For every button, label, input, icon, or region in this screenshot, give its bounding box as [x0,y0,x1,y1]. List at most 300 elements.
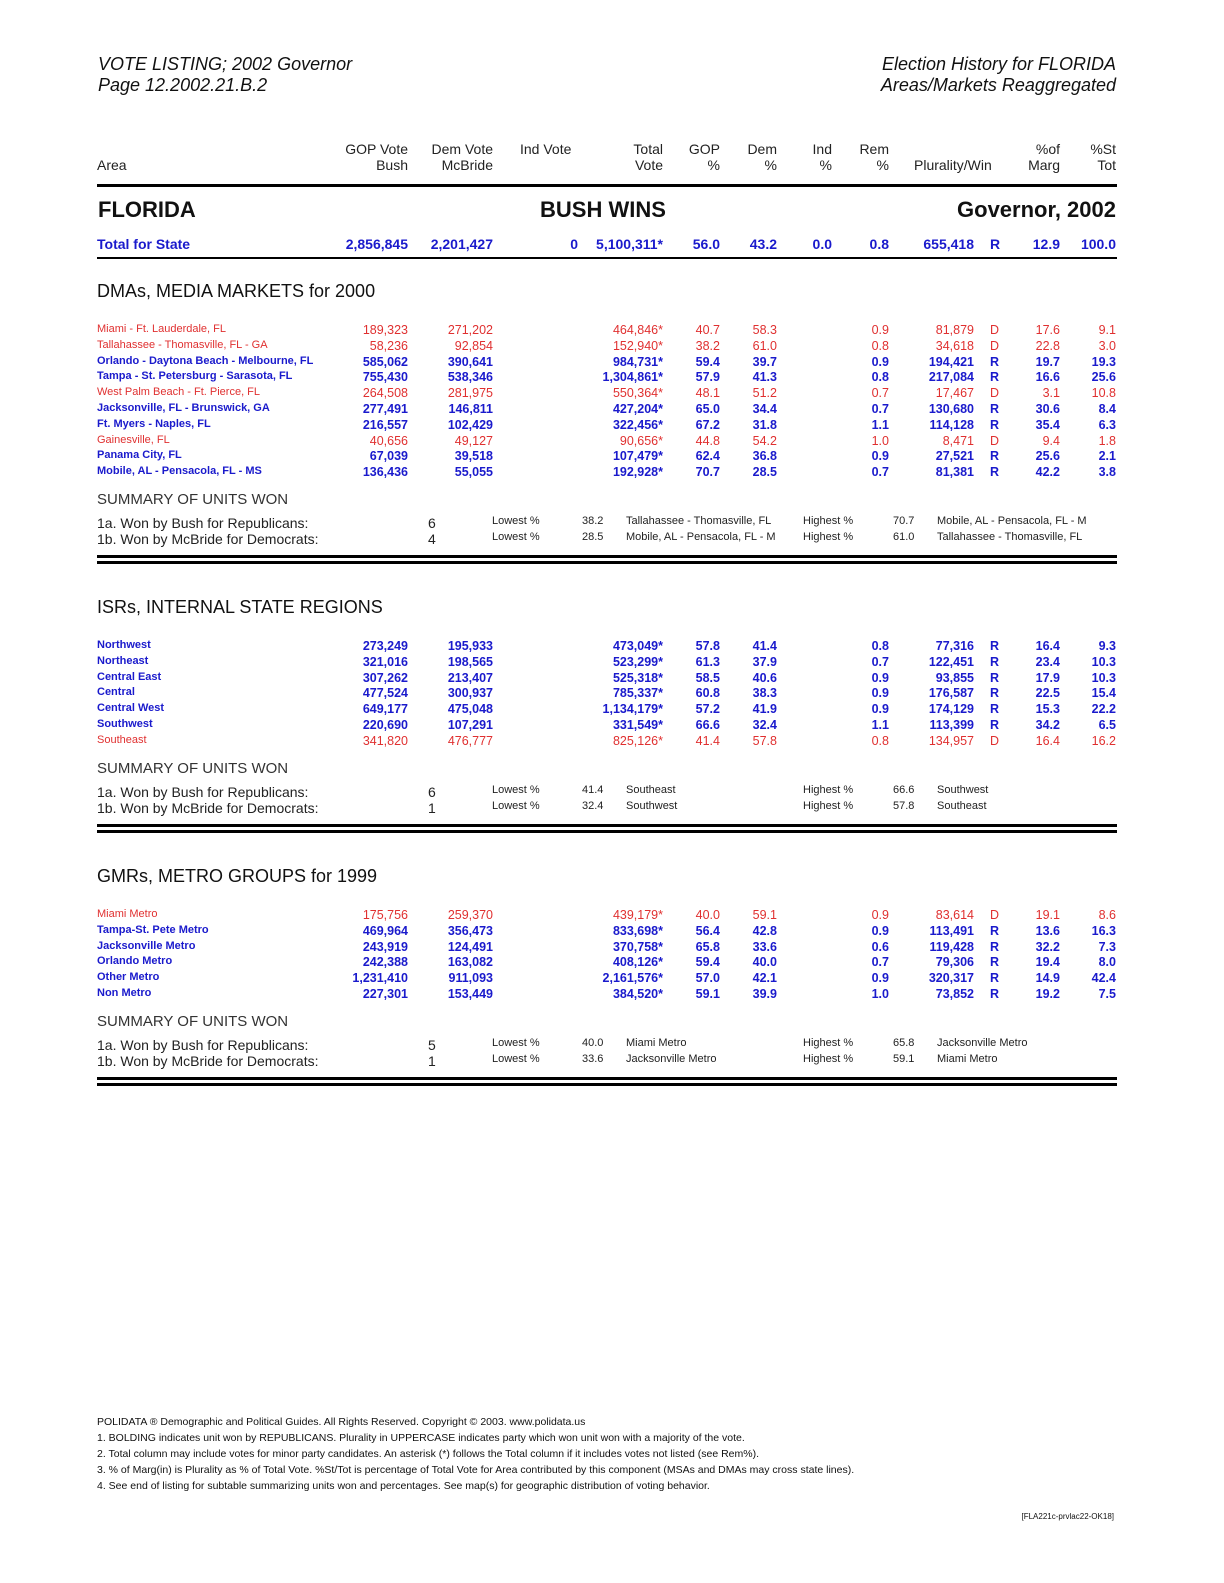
gop-vote: 307,262 [362,670,408,685]
summary-lowest-unit: Mobile, AL - Pensacola, FL - M [626,531,776,543]
dem-vote: 146,811 [448,402,493,416]
total-vote: 408,126* [612,955,663,970]
total-vote: 833,698* [612,923,663,938]
winner-party: R [990,670,1000,685]
table-row [0,465,1224,481]
state-pct: 1.8 [1098,433,1116,448]
margin-pct: 13.6 [1035,923,1060,938]
area-name: Northwest [97,639,151,651]
gop-vote: 189,323 [362,323,408,337]
dem-pct: 58.3 [752,323,777,337]
summary-highest-value: 61.0 [893,531,915,543]
dem-pct: 41.3 [752,370,777,385]
total-area-label: Total for State [97,236,191,252]
section-rule [97,1083,1117,1086]
gop-pct: 57.2 [695,702,720,717]
col-header-gop-vote: GOP Vote Bush [345,141,408,173]
state-pct: 9.1 [1098,323,1116,337]
plurality: 176,587 [928,686,974,701]
total-vote: 5,100,311* [596,236,663,252]
table-row [0,339,1224,355]
gop-pct: 56.4 [695,923,720,938]
gop-vote: 585,062 [362,354,408,369]
table-row [0,449,1224,465]
table-row [0,434,1224,450]
dem-vote: 102,429 [447,417,493,432]
dem-vote: 213,407 [447,670,493,685]
rem-pct: 0.9 [871,670,889,685]
total-vote: 427,204* [612,402,663,416]
total-vote: 107,479* [612,449,663,464]
plurality: 130,680 [928,402,974,416]
plurality: 320,317 [928,971,974,986]
table-row [0,639,1224,655]
section-rule [97,555,1117,558]
winner-party: R [990,971,1000,986]
summary-label: 1a. Won by Bush for Republicans: [97,515,309,531]
summary-count: 5 [428,1036,436,1053]
plurality: 79,306 [935,955,974,970]
plurality: 114,128 [929,417,974,432]
gop-vote: 136,436 [362,465,408,480]
area-name: Northeast [97,654,149,667]
margin-pct: 19.7 [1035,354,1060,369]
winner-party: R [990,923,1000,938]
summary-lowest-label: Lowest % [492,531,540,543]
col-header-st-tot: %St Tot [1090,141,1116,173]
margin-pct: 30.6 [1035,402,1060,416]
summary-count: 6 [428,783,436,800]
margin-pct: 9.4 [1042,433,1060,448]
dem-pct: 54.2 [752,433,777,448]
margin-pct: 17.6 [1035,323,1060,337]
state-pct: 8.4 [1098,402,1116,416]
gop-pct: 57.0 [695,971,720,986]
summary-highest-unit: Jacksonville Metro [937,1036,1028,1049]
state-pct: 3.0 [1098,338,1116,353]
total-vote: 785,337* [612,686,663,701]
table-row [0,924,1224,940]
dem-vote: 300,937 [447,686,493,701]
col-header-ind-vote: Ind Vote [520,141,572,157]
total-gop-pct: 56.0 [692,236,720,252]
summary-lowest-label: Lowest % [492,1036,540,1049]
plurality: 34,618 [935,338,974,353]
dem-pct: 61.0 [752,338,777,353]
rem-pct: 0.9 [871,971,889,986]
winner-party: R [990,939,1000,954]
dem-pct: 34.4 [752,402,777,416]
dem-pct: 39.7 [752,354,777,369]
rem-pct: 0.8 [871,639,889,653]
winner-party: D [990,338,1000,353]
table-row [0,734,1224,750]
winner-party: R [990,686,1000,701]
state-pct: 8.6 [1098,908,1116,922]
table-row [0,940,1224,956]
rem-pct: 1.0 [871,987,889,1001]
plurality: 194,421 [928,354,974,369]
gop-vote: 477,524 [362,686,408,701]
summary-lowest-label: Lowest % [492,799,540,812]
col-header-ind-pct: Ind % [812,141,832,173]
rem-pct: 0.9 [871,354,889,369]
area-name: Non Metro [97,987,152,999]
state-pct: 16.3 [1091,923,1116,938]
total-vote: 2,161,576* [602,971,663,986]
history-title: Election History for FLORIDA [881,54,1116,74]
winner-party: R [990,417,1000,432]
area-name: Southeast [97,733,147,746]
winner-party: D [990,908,1000,922]
dem-pct: 40.6 [752,670,777,685]
summary-lowest-value: 41.4 [582,783,604,796]
dem-vote: 538,346 [447,370,493,385]
gop-vote: 341,820 [362,733,408,748]
plurality: 113,491 [929,923,974,938]
area-name: Jacksonville Metro [97,939,196,952]
dem-vote: 390,641 [447,354,493,369]
summary-highest-label: Highest % [803,1036,854,1049]
dem-pct: 39.9 [752,987,777,1001]
total-vote: 152,940* [612,338,663,353]
rem-pct: 0.9 [871,908,889,922]
section-title: GMRs, METRO GROUPS for 1999 [97,866,378,886]
winner-party: D [990,433,1000,448]
dem-pct: 59.1 [752,908,777,922]
dem-vote: 49,127 [454,433,493,448]
gop-pct: 70.7 [695,465,720,480]
gop-vote: 264,508 [362,386,408,401]
dem-pct: 51.2 [752,386,777,401]
gop-pct: 48.1 [695,386,720,401]
margin-pct: 19.2 [1035,987,1060,1001]
total-vote: 322,456* [612,417,663,432]
dem-pct: 32.4 [752,718,777,732]
gop-pct: 60.8 [695,686,720,701]
table-row [0,955,1224,971]
rem-pct: 0.8 [871,370,889,385]
footer-line: 4. See end of listing for subtable summarizing units won and percentages. See map(s) for geographic distribution of voting behavior. [97,1480,710,1492]
dem-vote: 92,854 [454,338,493,353]
winner-party: R [990,987,1000,1001]
area-name: Miami - Ft. Lauderdale, FL [97,323,226,335]
summary-highest-unit: Tallahassee - Thomasville, FL [937,531,1083,543]
table-row [0,702,1224,718]
summary-count: 1 [428,799,436,816]
dem-vote: 163,082 [447,955,493,970]
margin-pct: 16.4 [1035,639,1060,653]
gop-pct: 59.1 [695,987,720,1001]
gop-pct: 59.4 [695,955,720,970]
gop-pct: 61.3 [695,654,720,669]
summary-highest-value: 59.1 [893,1052,915,1065]
rem-pct: 0.9 [871,686,889,701]
winner-party: R [990,639,1000,653]
footer-line: 2. Total column may include votes for minor party candidates. An asterisk (*) follows the Total column if it includes votes not listed (see Rem%). [97,1448,759,1460]
summary-highest-value: 70.7 [893,515,915,527]
dem-pct: 42.1 [752,971,777,986]
col-header-marg: %of Marg [1028,141,1060,173]
gop-vote: 755,430 [362,370,408,385]
page-number: Page 12.2002.21.B.2 [98,75,268,95]
total-margin-pct: 12.9 [1032,236,1060,252]
gop-pct: 65.8 [695,939,720,954]
winner-party: R [990,402,1000,416]
area-name: Orlando - Daytona Beach - Melbourne, FL [97,354,314,367]
summary-label: 1a. Won by Bush for Republicans: [97,1036,309,1053]
margin-pct: 3.1 [1042,386,1060,401]
summary-label: 1b. Won by McBride for Democrats: [97,1052,319,1069]
summary-lowest-unit: Miami Metro [626,1036,687,1049]
state-pct: 19.3 [1091,354,1116,369]
col-header-gop-pct: GOP % [688,141,720,173]
total-vote: 1,134,179* [602,702,663,717]
state-pct: 42.4 [1091,971,1116,986]
gop-vote: 273,249 [362,639,408,653]
state-pct: 6.5 [1098,718,1116,732]
gop-vote: 321,016 [362,654,408,669]
dem-pct: 31.8 [752,417,777,432]
col-header-area: Area [97,157,127,173]
summary-highest-label: Highest % [803,799,854,812]
total-vote: 1,304,861* [602,370,663,385]
gop-pct: 59.4 [695,354,720,369]
summary-count: 1 [428,1052,436,1069]
state-pct: 7.5 [1098,987,1116,1001]
table-row [0,355,1224,371]
area-name: Orlando Metro [97,955,173,968]
gop-vote: 58,236 [369,338,408,353]
table-row [0,402,1224,418]
section-rule [97,830,1117,833]
area-name: Central East [97,670,162,683]
table-row [0,386,1224,402]
summary-lowest-label: Lowest % [492,1052,540,1065]
rem-pct: 0.8 [871,733,889,748]
gop-pct: 40.7 [695,323,720,337]
summary-highest-value: 65.8 [893,1036,915,1049]
dem-vote: 198,565 [447,654,493,669]
gop-vote: 67,039 [369,449,408,464]
history-subtitle: Areas/Markets Reaggregated [880,75,1116,95]
summary-highest-value: 66.6 [893,783,915,796]
gop-vote: 220,690 [362,718,408,732]
total-vote: 525,318* [612,670,663,685]
state-pct: 16.2 [1091,733,1116,748]
margin-pct: 23.4 [1035,654,1060,669]
col-header-plurality: Plurality/Win [914,157,992,173]
dem-pct: 36.8 [752,449,777,464]
winner-party: D [990,323,1000,337]
plurality: 81,381 [935,465,974,480]
gop-pct: 57.9 [695,370,720,385]
margin-pct: 16.4 [1035,733,1060,748]
gop-vote: 242,388 [362,955,408,970]
state-pct: 3.8 [1098,465,1116,480]
rem-pct: 0.7 [871,386,889,401]
rem-pct: 0.7 [871,402,889,416]
dem-pct: 28.5 [752,465,777,480]
winner-party: D [990,733,1000,748]
summary-lowest-label: Lowest % [492,783,540,796]
dem-vote: 124,491 [447,939,493,954]
margin-pct: 16.6 [1035,370,1060,385]
total-rule [97,257,1117,259]
summary-label: 1a. Won by Bush for Republicans: [97,783,309,800]
plurality: 77,316 [935,639,974,653]
table-row [0,671,1224,687]
dem-vote: 911,093 [448,971,493,986]
area-name: Gainesville, FL [97,433,170,446]
table-row [0,323,1224,339]
table-row [0,971,1224,987]
summary-highest-unit: Mobile, AL - Pensacola, FL - M [937,515,1087,527]
total-vote: 550,364* [612,386,663,401]
gop-pct: 38.2 [695,338,720,353]
summary-title: SUMMARY OF UNITS WON [97,1012,289,1030]
section-rule [97,824,1117,827]
plurality: 174,129 [928,702,974,717]
summary-highest-unit: Southeast [937,799,987,812]
winner-party: R [990,354,1000,369]
margin-pct: 25.6 [1035,449,1060,464]
table-row [0,418,1224,434]
winner-party: R [990,702,1000,717]
margin-pct: 35.4 [1035,417,1060,432]
rem-pct: 0.8 [871,338,889,353]
rem-pct: 0.9 [871,323,889,337]
section-title: ISRs, INTERNAL STATE REGIONS [97,597,383,617]
summary-highest-label: Highest % [803,515,854,527]
table-row [0,908,1224,924]
gop-pct: 58.5 [695,670,720,685]
plurality: 17,467 [935,386,974,401]
total-ind-pct: 0.0 [812,236,832,252]
gop-vote: 175,756 [362,908,408,922]
plurality: 119,428 [929,939,974,954]
winner-party: R [990,449,1000,464]
summary-lowest-value: 32.4 [582,799,604,812]
margin-pct: 17.9 [1035,670,1060,685]
rem-pct: 0.6 [871,939,889,954]
plurality: 73,852 [935,987,974,1001]
listing-title: VOTE LISTING; 2002 Governor [98,54,353,74]
gop-vote: 227,301 [362,987,408,1001]
area-name: Tallahassee - Thomasville, FL - GA [97,338,268,351]
plurality: 113,399 [929,718,974,732]
total-winner-party: R [990,236,1001,252]
total-ind-vote: 0 [570,236,578,252]
total-dem-vote: 2,201,427 [430,236,493,252]
col-header-dem-vote: Dem Vote McBride [431,141,493,173]
area-name: Central [97,686,135,699]
plurality: 83,614 [935,908,974,922]
col-header-dem-pct: Dem % [747,141,777,173]
state-pct: 9.3 [1098,639,1116,653]
state-pct: 6.3 [1098,417,1116,432]
total-vote: 473,049* [612,639,663,653]
state-pct: 10.3 [1091,670,1116,685]
state-pct: 10.3 [1091,654,1116,669]
area-name: Other Metro [97,971,160,984]
dem-vote: 153,449 [447,987,493,1001]
total-plurality: 655,418 [923,236,974,252]
area-name: Tampa - St. Petersburg - Sarasota, FL [97,370,293,383]
dem-vote: 107,291 [447,718,493,732]
gop-vote: 277,491 [362,402,408,416]
rem-pct: 1.0 [871,433,889,448]
dem-vote: 259,370 [447,908,493,922]
rem-pct: 1.1 [871,417,889,432]
area-name: Mobile, AL - Pensacola, FL - MS [97,465,262,478]
table-row [0,655,1224,671]
total-vote: 370,758* [612,939,663,954]
area-name: Miami Metro [97,908,158,920]
dem-pct: 57.8 [752,733,777,748]
area-name: Central West [97,702,165,715]
state-pct: 2.1 [1098,449,1116,464]
summary-highest-label: Highest % [803,783,854,796]
table-row [0,686,1224,702]
dem-pct: 37.9 [752,654,777,669]
plurality: 122,451 [928,654,974,669]
winner-party: R [990,465,1000,480]
total-gop-vote: 2,856,845 [345,236,408,252]
gop-pct: 65.0 [695,402,720,416]
margin-pct: 42.2 [1035,465,1060,480]
total-vote: 464,846* [612,323,663,337]
section-title: DMAs, MEDIA MARKETS for 2000 [97,281,376,301]
table-row [0,370,1224,386]
rem-pct: 0.9 [871,923,889,938]
summary-highest-unit: Southwest [937,783,989,796]
footer-line: POLIDATA ® Demographic and Political Guides. All Rights Reserved. Copyright © 2003. www.polidata.us [97,1416,586,1428]
summary-highest-label: Highest % [803,1052,854,1065]
area-name: West Palm Beach - Ft. Pierce, FL [97,386,261,399]
gop-pct: 44.8 [695,433,720,448]
winner-party: R [990,370,1000,385]
gop-pct: 62.4 [695,449,720,464]
section-rule [97,1077,1117,1080]
col-header-rem-pct: Rem % [859,141,889,173]
summary-lowest-unit: Jacksonville Metro [626,1052,717,1065]
rem-pct: 0.9 [871,702,889,717]
area-name: Panama City, FL [97,449,182,462]
plurality: 81,879 [935,323,974,337]
total-vote: 192,928* [612,465,663,480]
total-vote: 384,520* [612,987,663,1001]
margin-pct: 15.3 [1035,702,1060,717]
total-vote: 331,549* [612,718,663,732]
dem-vote: 55,055 [454,465,493,480]
summary-lowest-unit: Southeast [626,783,676,796]
summary-lowest-label: Lowest % [492,515,540,527]
gop-pct: 67.2 [695,417,720,432]
plurality: 8,471 [942,433,974,448]
state-pct: 15.4 [1091,686,1116,701]
race-title: Governor, 2002 [957,197,1116,222]
total-vote: 984,731* [612,354,663,369]
dem-vote: 195,933 [447,639,493,653]
margin-pct: 19.1 [1035,908,1060,922]
total-vote: 439,179* [612,908,663,922]
gop-pct: 41.4 [695,733,720,748]
gop-pct: 66.6 [695,718,720,732]
total-row [0,236,1224,252]
section-rule [97,561,1117,564]
margin-pct: 32.2 [1035,939,1060,954]
